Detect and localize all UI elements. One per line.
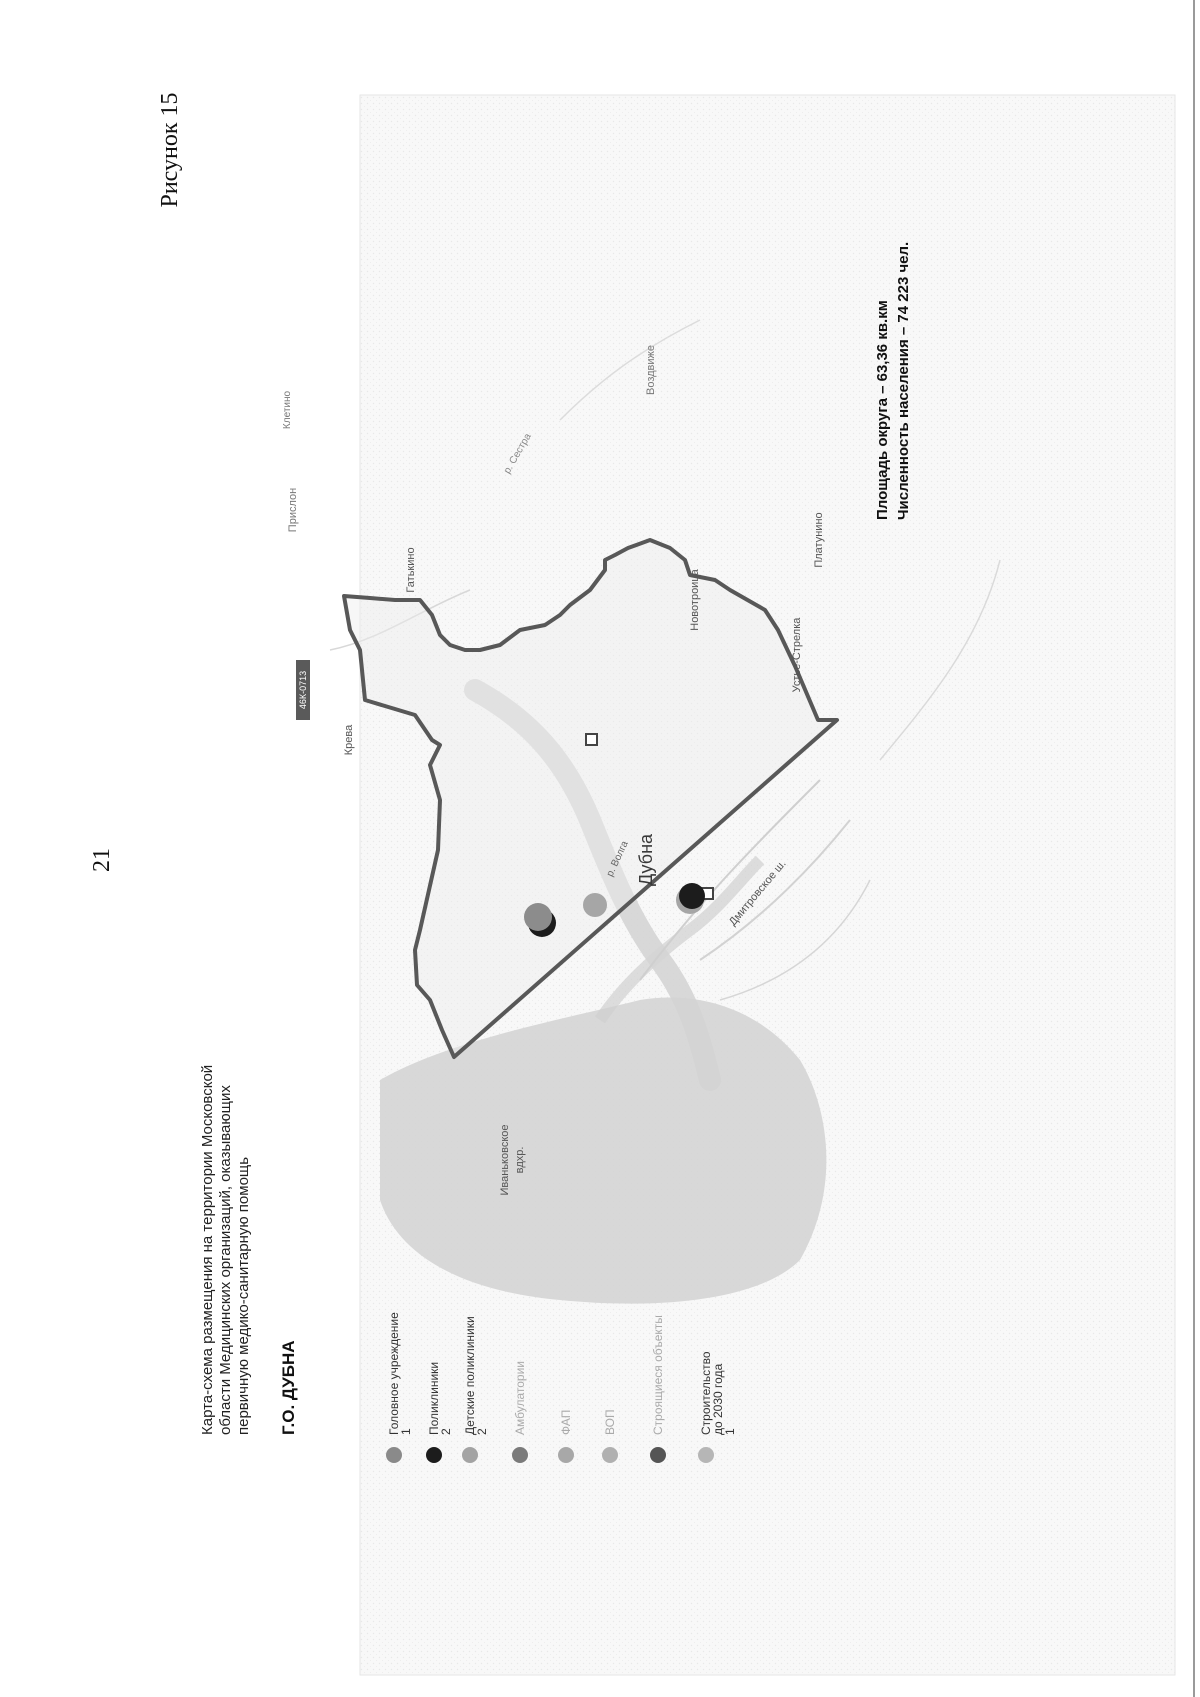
place-label-ustye-strelka: Устье-Стрелка (791, 617, 803, 693)
legend-label: Поликлиники (427, 1361, 441, 1435)
place-label-ivankovskoe-line1: Иваньковское (499, 1124, 511, 1196)
legend-label: Строительство (699, 1351, 713, 1435)
legend-count: 1 (723, 1428, 737, 1435)
place-label-kletino: Клетино (282, 390, 293, 430)
stat-area: Площадь округа – 63,36 кв.км (874, 300, 891, 520)
place-label-sestra: р. Сестра (501, 431, 534, 476)
legend-marker (386, 1447, 402, 1463)
place-label-novotroitsa: Новотроица (689, 569, 701, 631)
legend-marker (698, 1447, 714, 1463)
place-label-gatkino: Гатькино (405, 547, 417, 593)
legend-label: Головное учреждение (387, 1312, 401, 1435)
poi-square-marker (586, 734, 597, 745)
legend-label: Амбулатории (513, 1361, 527, 1435)
district-title: Г.О. ДУБНА (279, 1340, 298, 1435)
map-caption-line-2: области Медицинских организаций, оказывающих (217, 1085, 234, 1435)
place-label-vozdvizhe: Воздвиже (645, 344, 657, 396)
legend-label: Строящиеся объекты (651, 1315, 665, 1435)
legend-marker (558, 1447, 574, 1463)
legend-marker (512, 1447, 528, 1463)
map-caption-line-1: Карта-схема размещения на территории Московской (199, 1064, 216, 1435)
head-institution-marker[interactable] (524, 903, 552, 931)
legend-marker (602, 1447, 618, 1463)
city-label: Дубна (636, 833, 656, 887)
place-label-kreva: Крева (343, 724, 355, 756)
place-label-volga: р. Волга (604, 839, 631, 879)
legend-count: 1 (399, 1428, 413, 1435)
children-polyclinic-marker[interactable] (583, 893, 607, 917)
road-code-label: 46К-0713 (298, 670, 308, 710)
figure-label: Рисунок 15 (157, 92, 183, 208)
page-number: 21 (89, 848, 115, 872)
place-label-dmitrovskoe: Дмитровское ш. (726, 857, 789, 929)
legend-marker (426, 1447, 442, 1463)
legend-count: 2 (439, 1428, 453, 1435)
legend-label: до 2030 года (711, 1363, 725, 1435)
stat-population: Численность населения – 74 223 чел. (895, 241, 912, 520)
polyclinic-marker[interactable] (679, 883, 705, 909)
legend-marker (462, 1447, 478, 1463)
place-label-prislon: Прислон (287, 487, 299, 533)
legend-marker (650, 1447, 666, 1463)
legend-count: 2 (475, 1428, 489, 1435)
map-caption-line-3: первичную медико-санитарную помощь (235, 1156, 252, 1435)
place-label-ivankovskoe-line2: вдхр. (514, 1146, 526, 1174)
place-label-platunino: Платунино (813, 512, 825, 568)
legend-label: ФАП (559, 1409, 573, 1435)
legend-label: Детские поликлиники (463, 1316, 477, 1435)
legend-label: ВОП (603, 1409, 617, 1435)
